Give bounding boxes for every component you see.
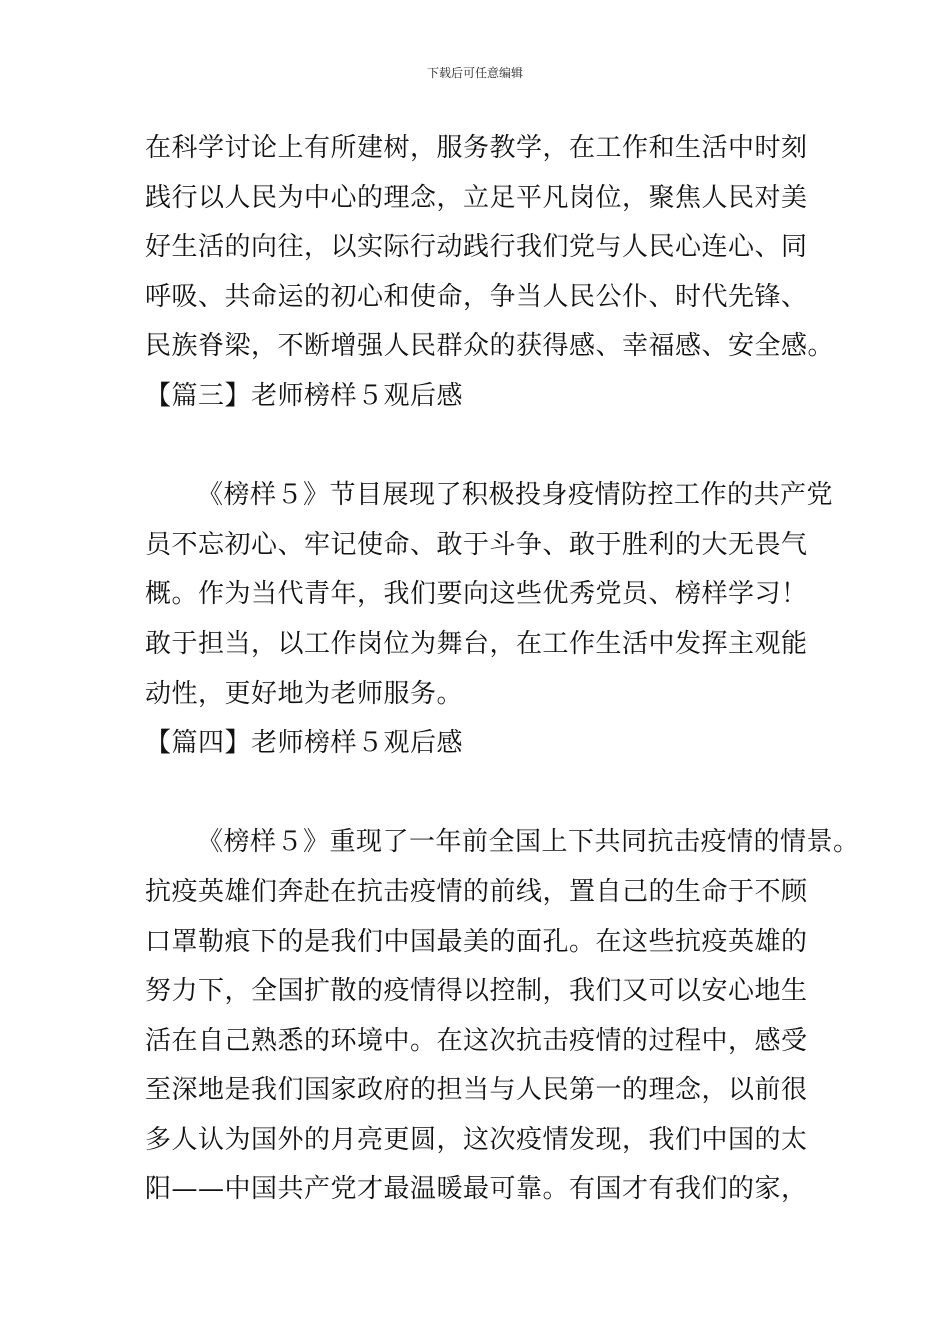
text-line: 努力下，全国扩散的疫情得以控制，我们又可以安心地生 bbox=[145, 976, 808, 1007]
text-line: 至深地是我们国家政府的担当与人民第一的理念，以前很 bbox=[145, 1075, 808, 1106]
spacer bbox=[145, 769, 845, 819]
text-line: 多人认为国外的月亮更圆，这次疫情发现，我们中国的太 bbox=[145, 1124, 808, 1155]
section-heading-3: 【篇三】老师榜样５观后感 bbox=[145, 380, 464, 411]
text-line: 民族脊梁，不断增强人民群众的获得感、幸福感、安全感。 bbox=[145, 331, 835, 362]
section-4-paragraph bbox=[145, 818, 860, 1215]
spacer bbox=[145, 422, 845, 472]
text-line: 阳——中国共产党才最温暖最可靠。有国才有我们的家， bbox=[145, 1174, 808, 1205]
text-line: 动性，更好地为老师服务。 bbox=[145, 678, 464, 709]
text-line: 在科学讨论上有所建树，服务教学，在工作和生活中时刻 bbox=[145, 133, 808, 163]
text-line: 员不忘初心、牢记使命、敢于斗争、敢于胜利的大无畏气 bbox=[145, 529, 808, 560]
page-header: 下载后可任意编辑 bbox=[426, 66, 523, 80]
text-line: 敢于担当，以工作岗位为舞台，在工作生活中发挥主观能 bbox=[145, 628, 808, 659]
text-line: 抗疫英雄们奔赴在抗击疫情的前线，置自己的生命于不顾 bbox=[145, 876, 808, 907]
section-heading-4: 【篇四】老师榜样５观后感 bbox=[145, 728, 464, 759]
text-line: 《榜样５》节目展现了积极投身疫情防控工作的共产党 bbox=[197, 480, 834, 511]
text-line: 呼吸、共命运的初心和使命，争当人民公仆、时代先锋、 bbox=[145, 281, 808, 312]
text-line: 好生活的向往，以实际行动践行我们党与人民心连心、同 bbox=[145, 232, 808, 263]
text-line: 概。作为当代青年，我们要向这些优秀党员、榜样学习！ bbox=[145, 579, 808, 610]
text-line: 践行以人民为中心的理念，立足平凡岗位，聚焦人民对美 bbox=[145, 182, 808, 213]
paragraph-continued bbox=[145, 124, 845, 372]
text-line: 活在自己熟悉的环境中。在这次抗击疫情的过程中，感受 bbox=[145, 1025, 808, 1056]
section-3-paragraph bbox=[145, 471, 845, 719]
text-line: 口罩勒痕下的是我们中国最美的面孔。在这些抗疫英雄的 bbox=[145, 926, 808, 957]
text-line: 《榜样５》重现了一年前全国上下共同抗击疫情的情景。 bbox=[197, 827, 860, 858]
document-body bbox=[145, 124, 860, 1215]
